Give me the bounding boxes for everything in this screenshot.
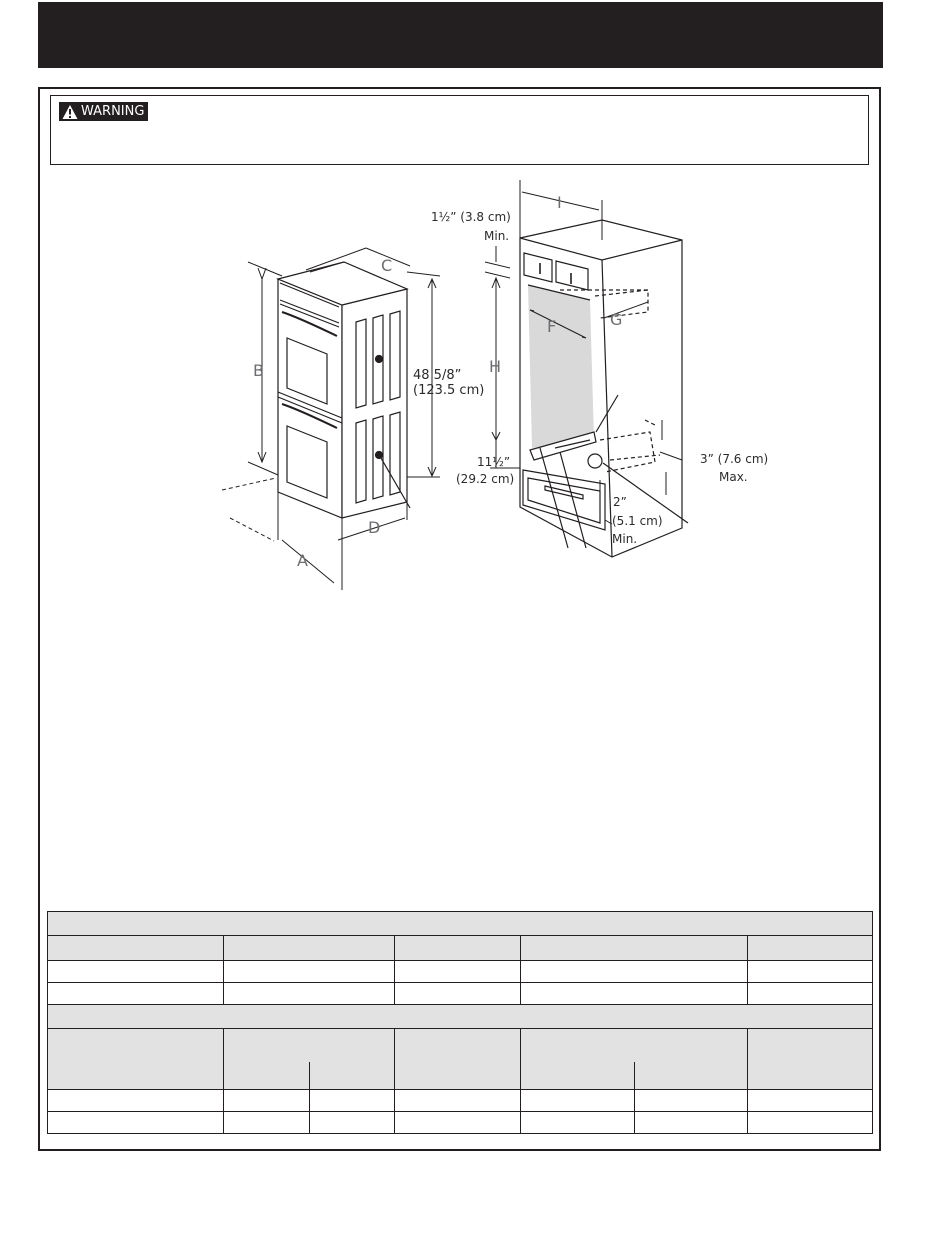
floor-clearance-inches-label: 2” (613, 495, 627, 509)
dimension-label-b: B (253, 361, 264, 380)
table-row (48, 1112, 873, 1134)
floor-clearance-cm-label: (5.1 cm) (612, 514, 663, 528)
dimension-label-d: D (368, 518, 381, 537)
table-section-header (48, 1005, 873, 1029)
height-inches-label: 48 5/8” (413, 368, 462, 383)
table-row (48, 1090, 873, 1112)
dimension-table (47, 911, 873, 1134)
dimension-label-c: C (381, 256, 393, 275)
table-row (48, 983, 873, 1005)
oven-illustration (278, 262, 410, 518)
dimension-label-a: A (297, 551, 308, 570)
table-row (48, 961, 873, 983)
table-section-header (48, 912, 873, 936)
table-column-header (48, 936, 873, 961)
height-cm-label: (123.5 cm) (413, 383, 485, 398)
bottom-height-inches-label: 11½” (477, 455, 511, 469)
top-clearance-label: 1½” (3.8 cm) (431, 210, 511, 224)
right-clearance-label: 3” (7.6 cm) (700, 452, 769, 466)
cabinet-illustration (520, 220, 688, 557)
top-clearance-min-label: Min. (484, 229, 510, 243)
floor-clearance-min-label: Min. (612, 532, 638, 546)
table-column-header (48, 1029, 873, 1063)
dimension-label-f: F (547, 317, 557, 336)
dimension-tables (47, 911, 872, 1134)
dimension-label-g: G (610, 310, 623, 329)
dimension-label-h: H (489, 357, 502, 376)
dimension-label-i: I (557, 193, 562, 212)
warning-label: WARNING (81, 104, 145, 119)
bottom-height-cm-label: (29.2 cm) (456, 472, 515, 486)
right-clearance-max-label: Max. (719, 470, 748, 484)
